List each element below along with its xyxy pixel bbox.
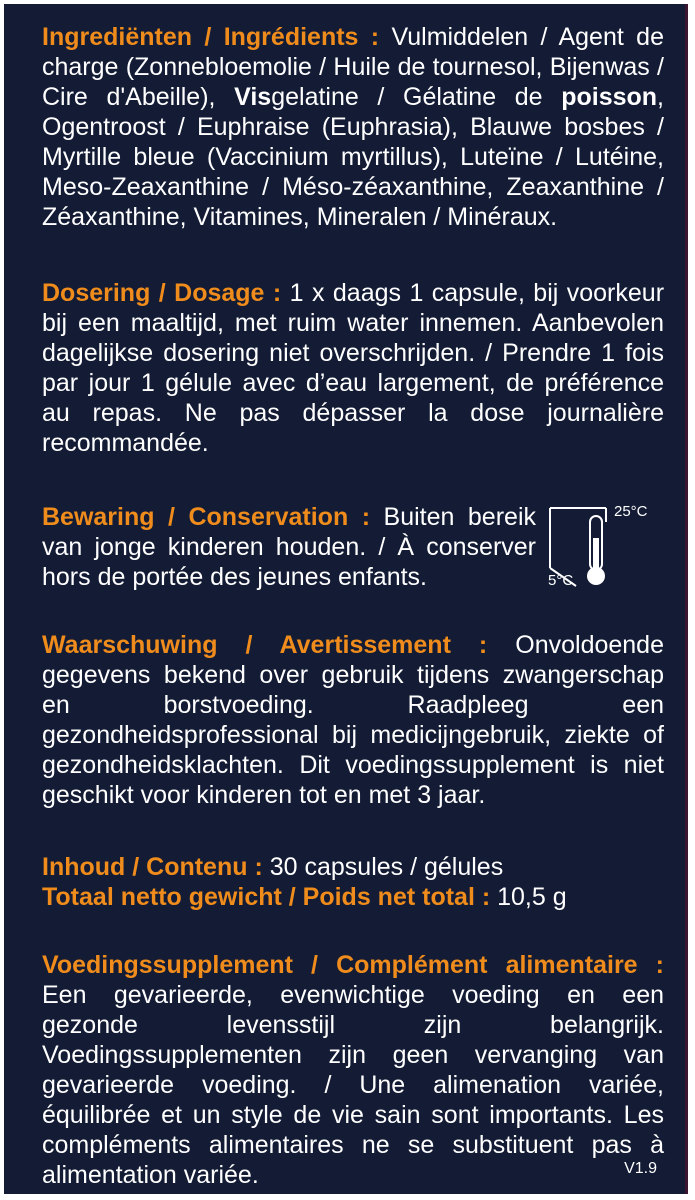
ingredients-bold-vis: Vis <box>234 83 272 111</box>
temp-low-label: 5°C <box>548 572 574 589</box>
storage-section <box>42 502 536 592</box>
supplement-text: Een gevarieerde, evenwichtige voeding en een gezonde levensstijl zijn belangrijk. Voedingssupplementen zijn geen vervanging van gevarieerde voeding. / Une alimenation variée, équilibrée et un style de vie sain sont importants. Les compléments alimentaires ne se substituent pas à alimentation variée. <box>42 981 664 1189</box>
dosage-label: Dosering / Dosage : <box>42 279 282 307</box>
storage-label: Bewaring / Conservation : <box>42 503 371 531</box>
content-section <box>42 852 664 882</box>
warning-section <box>42 630 664 810</box>
content-text: 30 capsules / gélules <box>262 853 504 881</box>
content-label: Inhoud / Contenu : <box>42 853 263 881</box>
ingredients-label: Ingrediënten / Ingrédients : <box>42 23 380 51</box>
ingredients-text-2: gelatine / Gélatine de <box>271 83 562 111</box>
warning-label: Waarschuwing / Avertissement : <box>42 631 488 659</box>
storage-text: Buiten bereik van jonge kinderen houden. / À conserver hors de portée des jeunes enfants. <box>42 503 536 591</box>
ingredients-text-3: , Ogentroost / Euphraise (Euphrasia), Blauwe bosbes / Myrtille bleue (Vaccinium myrtillus), Luteïne / Lutéine, Meso-Zeaxanthine / Méso-zéaxanthine, Zeaxanthine / Zéaxanthine, Vitamines, Mineralen / Minéraux. <box>42 83 664 231</box>
weight-label: Totaal netto gewicht / Poids net total : <box>42 883 491 911</box>
dosage-text: 1 x daags 1 capsule, bij voorkeur bij een maaltijd, met ruim water innemen. Aanbevolen dagelijkse dosering niet overschrijden. / Prendre 1 fois par jour 1 gélule avec d’eau largement, de préférence au repas. Ne pas dépasser la dose journalière recommandée. <box>42 279 665 457</box>
weight-text: 10,5 g <box>490 883 567 911</box>
weight-section <box>42 882 664 912</box>
ingredients-text-1: Vulmiddelen / Agent de charge (Zonnebloemolie / Huile de tournesol, Bijenwas / Cire d'Abeille), <box>42 23 664 111</box>
ingredients-section <box>42 22 664 232</box>
thermometer-mercury <box>593 538 599 572</box>
version-label: V1.9 <box>624 1160 657 1177</box>
supplement-section <box>42 950 664 1190</box>
supplement-label: Voedingssupplement / Complément alimentaire : <box>42 951 664 979</box>
warning-text: Onvoldoende gegevens bekend over gebruik tijdens zwangerschap en borstvoeding. Raadpleeg een gezondheidsprofessional bij medicijngebruik, ziekte of gezondheidsklachten. Dit voedingssupplement is niet geschikt voor kinderen tot en met 3 jaar. <box>42 631 664 809</box>
temp-high-label: 25°C <box>614 503 648 520</box>
ingredients-bold-poisson: poisson <box>561 83 658 111</box>
dosage-section <box>42 278 664 458</box>
